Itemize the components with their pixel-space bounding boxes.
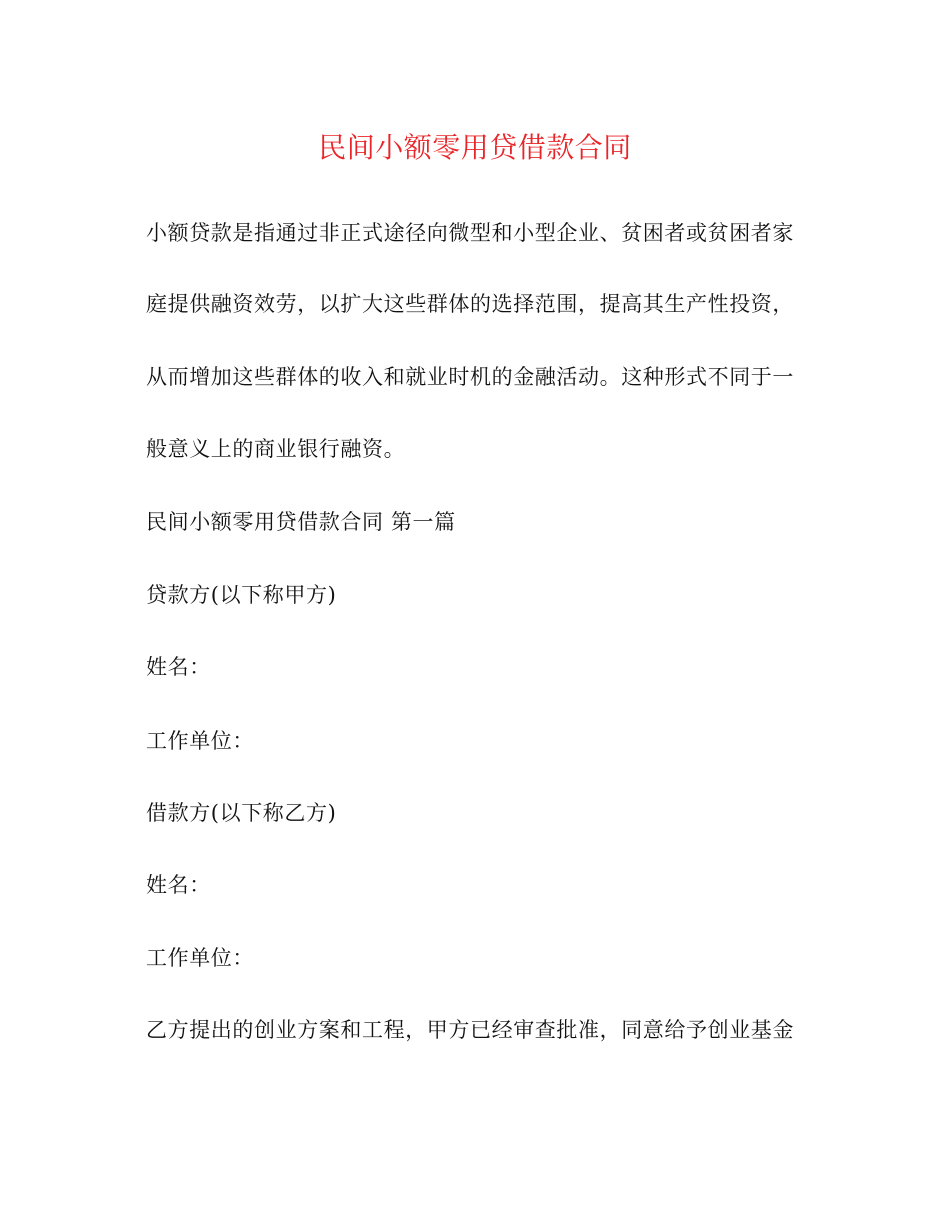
intro-line-4: 般意义上的商业银行融资。 — [146, 437, 406, 461]
lender-name-label: 姓名： — [146, 655, 211, 679]
intro-line-2: 庭提供融资效劳，以扩大这些群体的选择范围，提高其生产性投资， — [146, 292, 794, 316]
section-heading: 民间小额零用贷借款合同 第一篇 — [146, 510, 456, 534]
intro-line-1: 小额贷款是指通过非正式途径向微型和小型企业、贫困者或贫困者家 — [146, 221, 794, 245]
document-title: 民间小额零用贷借款合同 — [318, 131, 632, 164]
borrower-heading: 借款方(以下称乙方) — [146, 801, 337, 825]
intro-line-3: 从而增加这些群体的收入和就业时机的金融活动。这种形式不同于一 — [146, 365, 794, 389]
borrower-name-label: 姓名： — [146, 873, 211, 897]
lender-heading: 贷款方(以下称甲方) — [146, 583, 337, 607]
lender-work-label: 工作单位： — [146, 729, 254, 753]
body-paragraph-line: 乙方提出的创业方案和工程，甲方已经审查批准，同意给予创业基金 — [146, 1018, 794, 1042]
borrower-work-label: 工作单位： — [146, 946, 254, 970]
